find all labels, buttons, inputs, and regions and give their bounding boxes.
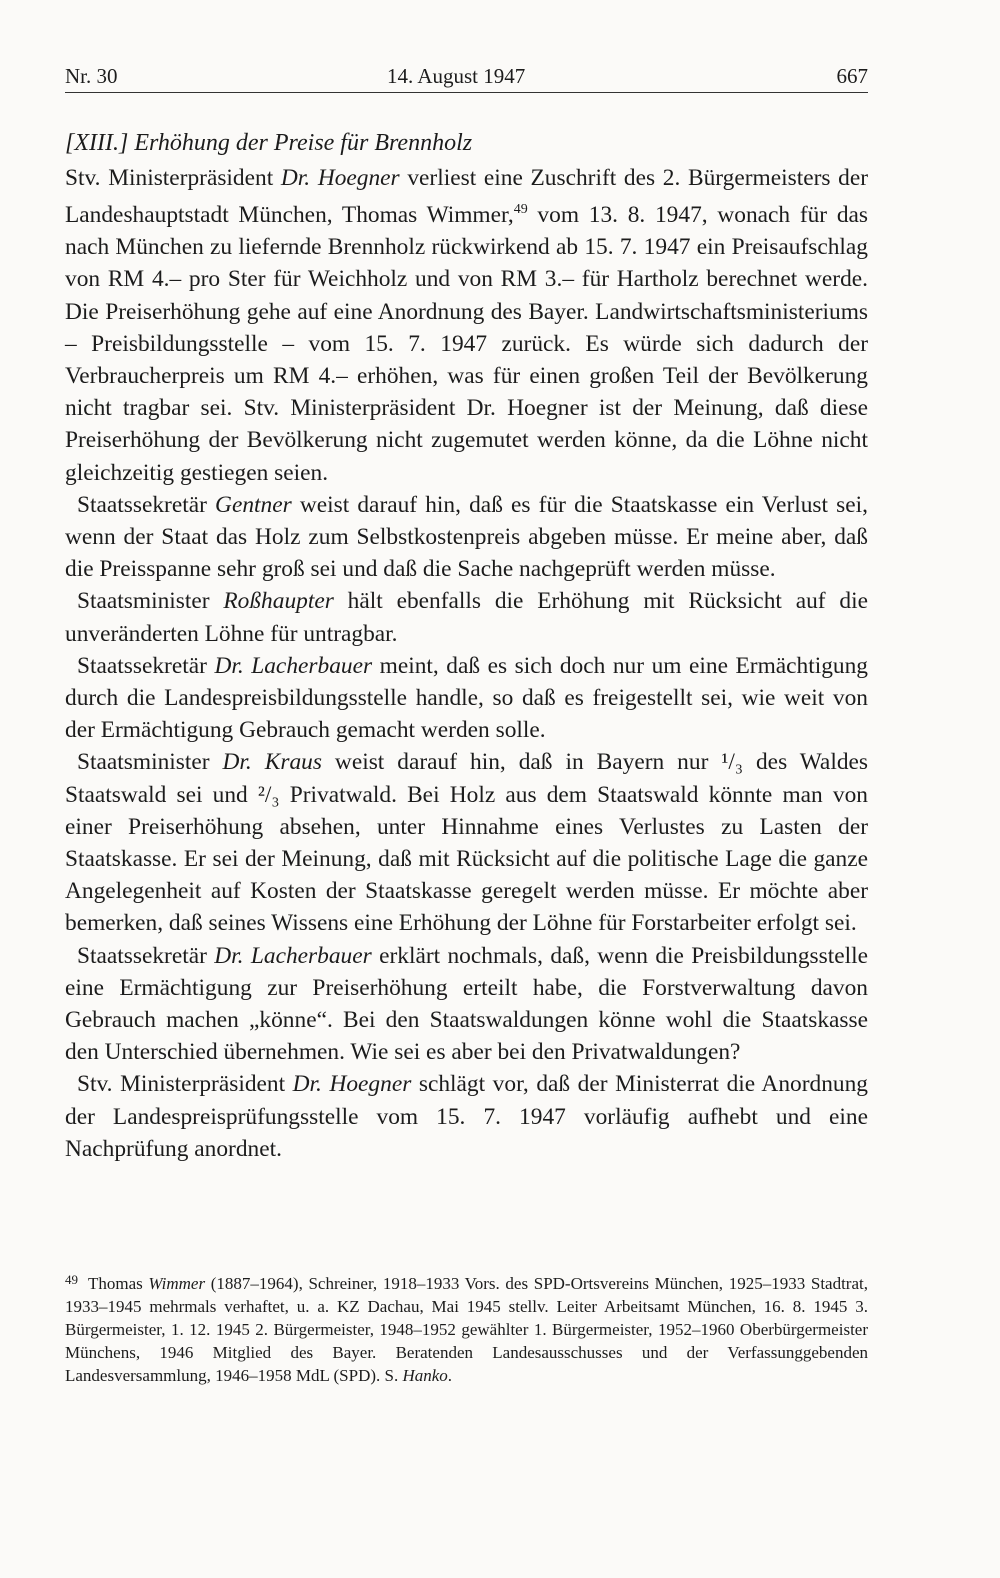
paragraph [65, 940, 868, 1069]
speaker-name: Wimmer [148, 1274, 206, 1293]
text-run: Stv. Ministerpräsident [77, 1071, 293, 1098]
text-run: verliest eine Zuschrift des 2. Bürgermeisters der Landeshauptstadt München, Thomas Wimmer, [65, 165, 869, 228]
footnote [65, 1268, 868, 1387]
text-run: Thomas [88, 1274, 149, 1293]
page-number: 667 [836, 64, 868, 88]
paragraph [65, 650, 868, 747]
speaker-name: Dr. Lacherbauer [214, 652, 373, 679]
text-run: Stv. Ministerpräsident [65, 165, 281, 191]
running-header [65, 62, 868, 93]
speaker-name: Dr. Hoegner [280, 165, 400, 191]
footnote-number: 49 [65, 1272, 78, 1287]
paragraph [65, 162, 868, 489]
text-run: weist darauf hin, daß in Bayern nur ¹/₃ des Waldes Staatswald sei und ²/₃ Privatwald. Bei Holz aus dem Staatswald könnte man von einer Preiserhöhung absehen, unter Hinnahme eines Verlustes zu Lasten der Staatskasse. Er sei der Meinung, daß mit Rücksicht auf die politische Lage die ganze Angelegenheit auf Kosten der Staatskasse geregelt werden müsse. Er möchte aber bemerken, daß seines Wissens eine Erhöhung der Löhne für Forstarbeiter erfolgt sei. [65, 749, 868, 937]
body-text [65, 162, 868, 1165]
speaker-name: Roßhaupter [223, 588, 334, 615]
text-run: Staatssekretär [77, 491, 216, 518]
paragraph [65, 489, 868, 586]
text-run: erklärt nochmals, daß, wenn die Preisbildungsstelle eine Ermächtigung zur Preiserhöhung erteilt habe, die Forstverwaltung davon Gebrauch machen „könne“. Bei den Staatswaldungen könne wohl die Staatskasse den Unterschied übernehmen. Wie sei es aber bei den Privatwaldungen? [65, 942, 868, 1066]
text-run: schlägt vor, daß der Ministerrat die Anordnung der Landespreisprüfungsstelle vom 15. 7. 1947 vorläufig aufhebt und eine Nachprüfung anordnet. [65, 1071, 868, 1162]
paragraph [65, 585, 868, 649]
text-run: hält ebenfalls die Erhöhung mit Rücksicht auf die unveränderten Löhne für untragbar. [65, 588, 868, 647]
paragraph [65, 1068, 868, 1165]
section-heading [65, 128, 868, 158]
footnote-text [65, 1274, 868, 1385]
text-run: vom 13. 8. 1947, wonach für das nach München zu liefernde Brennholz rückwirkend ab 15. 7. 1947 ein Preisaufschlag von RM 4.– pro Ster für Weichholz und von RM 3.– für Hartholz berechnet werde. Die Preiserhöhung gehe auf eine Anordnung des Bayer. Landwirtschaftsministeriums – Preisbildungsstelle – vom 15. 7. 1947 zurück. Es würde sich dadurch der Verbraucherpreis um RM 4.– erhöhen, was für einen großen Teil der Bevölkerung nicht tragbar sei. Stv. Ministerpräsident Dr. Hoegner ist der Meinung, daß diese Preiserhöhung der Bevölkerung nicht zugemutet werden könne, da die Löhne nicht gleichzeitig gestiegen seien. [65, 202, 869, 486]
speaker-name: Dr. Kraus [222, 749, 322, 776]
section-number: [XIII.] [65, 130, 129, 156]
text-run: meint, daß es sich doch nur um eine Ermächtigung durch die Landespreisbildungsstelle handle, so daß es freigestellt sei, wie weit von der Ermächtigung Gebrauch gemacht werden solle. [65, 652, 869, 744]
section-title: Erhöhung der Preise für Brennholz [134, 130, 473, 156]
text-run: Staatssekretär [77, 942, 215, 969]
header-date: 14. August 1947 [387, 64, 526, 88]
issue-number: Nr. 30 [65, 64, 118, 88]
text-run: Staatsminister [77, 749, 223, 776]
text-run: Staatssekretär [77, 652, 215, 679]
speaker-name: Hanko [402, 1366, 448, 1385]
text-run: weist darauf hin, daß es für die Staatskasse ein Verlust sei, wenn der Staat das Holz zum Selbstkostenpreis abgeben müsse. Er meine aber, daß die Preisspanne sehr groß sei und daß die Sache nachgeprüft werden müsse. [65, 491, 869, 583]
text-run: Staatsminister [77, 588, 224, 615]
footnote-reference: 49 [513, 202, 528, 218]
speaker-name: Dr. Hoegner [292, 1071, 412, 1098]
paragraph [65, 746, 868, 939]
speaker-name: Gentner [215, 491, 292, 518]
speaker-name: Dr. Lacherbauer [214, 942, 372, 969]
text-run: (1887–1964), Schreiner, 1918–1933 Vors. des SPD-Ortsvereins München, 1925–1933 Stadtrat, 1933–1945 mehrmals verhaftet, u. a. KZ Dachau, Mai 1945 stellv. Leiter Arbeitsamt München, 16. 8. 1945 3. Bürgermeister, 1. 12. 1945 2. Bürgermeister, 1948–1952 gewählter 1. Bürgermeister, 1952–1960 Oberbürgermeister Münchens, 1946 Mitglied des Bayer. Beratenden Landesausschusses und der Verfassunggebenden Landesversammlung, 1946–1958 MdL (SPD). S. [65, 1274, 868, 1385]
text-run: . [447, 1366, 453, 1385]
